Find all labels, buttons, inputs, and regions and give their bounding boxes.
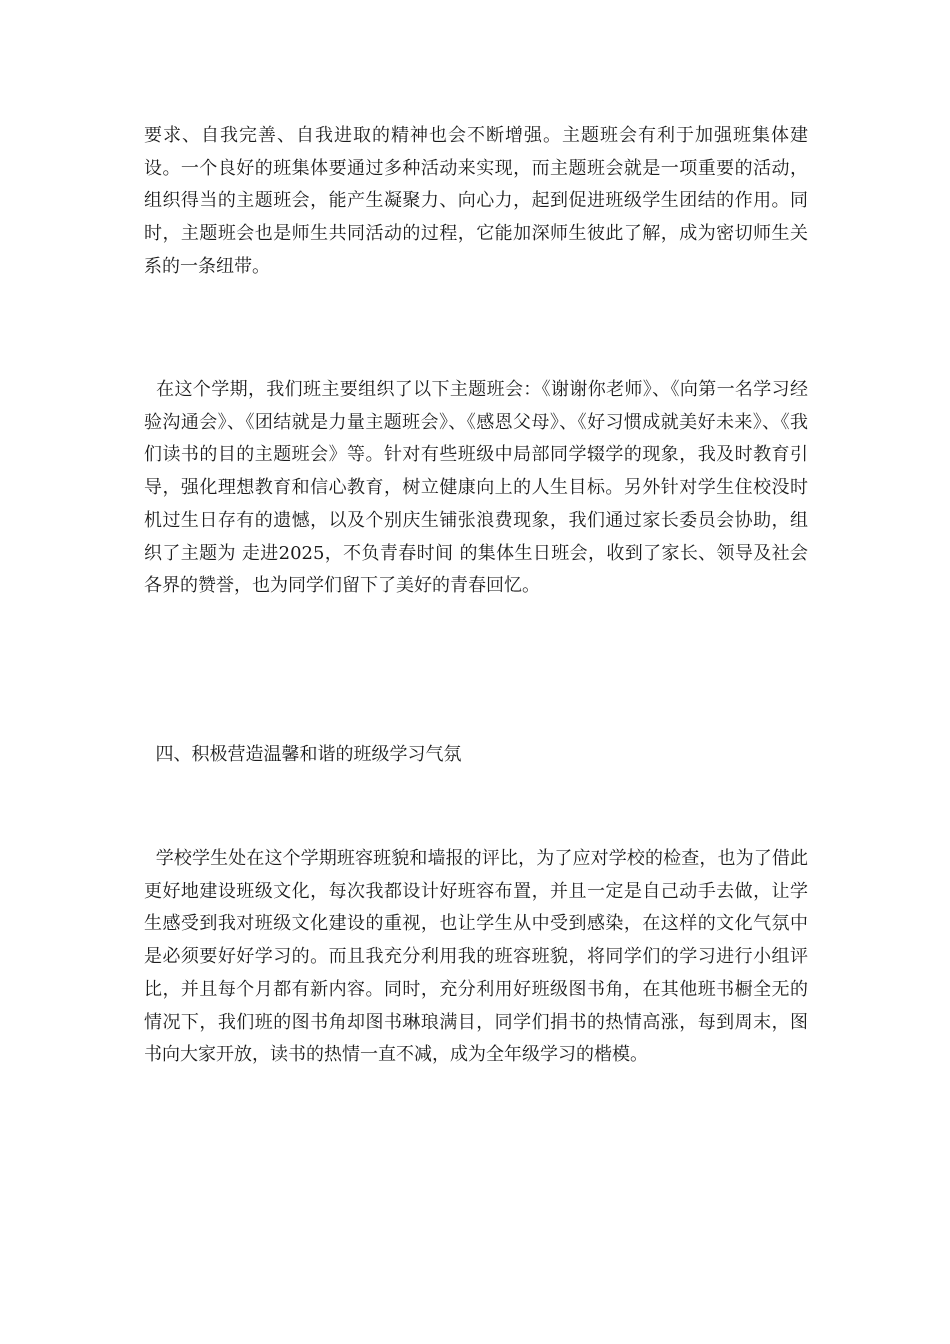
paragraph-class-culture: 学校学生处在这个学期班容班貌和墙报的评比，为了应对学校的检查，也为了借此更好地建设班级文化，每次我都设计好班容布置，并且一定是自己动手去做，让学生感受到我对班级文化建设的重视，也让学生从中受到感染，在这样的文化气氛中是必须要好好学习的。而且我充分利用我的班容班貌，将同学们的学习进行小组评比，并且每个月都有新内容。同时，充分利用好班级图书角，在其他班书橱全无的情况下，我们班的图书角却图书琳琅满目，同学们捐书的热情高涨，每到周末，图书向大家开放，读书的热情一直不减，成为全年级学习的楷模。 <box>144 848 809 1066</box>
paragraph-semester-class-meetings: 在这个学期，我们班主要组织了以下主题班会：《谢谢你老师》、《向第一名学习经验沟通会》、《团结就是力量主题班会》、《感恩父母》、《好习惯成就美好未来》、《我们读书的目的主题班会》等。针对有些班级中局部同学辍学的现象，我及时教育引导，强化理想教育和信心教育，树立健康向上的人生目标。另外针对学生住校没时机过生日存有的遗憾，以及个别庆生铺张浪费现象，我们通过家长委员会协助，组织了主题为 走进2025，不负青春时间 的集体生日班会，收到了家长、领导及社会各界的赞誉，也为同学们留下了美好的青春回忆。 <box>144 379 809 597</box>
paragraph-class-meeting-benefits: 要求、自我完善、自我进取的精神也会不断增强。主题班会有利于加强班集体建设。一个良好的班集体要通过多种活动来实现，而主题班会就是一项重要的活动，组织得当的主题班会，能产生凝聚力、向心力，起到促进班级学生团结的作用。同时，主题班会也是师生共同活动的过程，它能加深师生彼此了解，成为密切师生关系的一条纽带。 <box>144 125 808 277</box>
section-heading: 四、积极营造温馨和谐的班级学习气氛 <box>144 744 462 765</box>
